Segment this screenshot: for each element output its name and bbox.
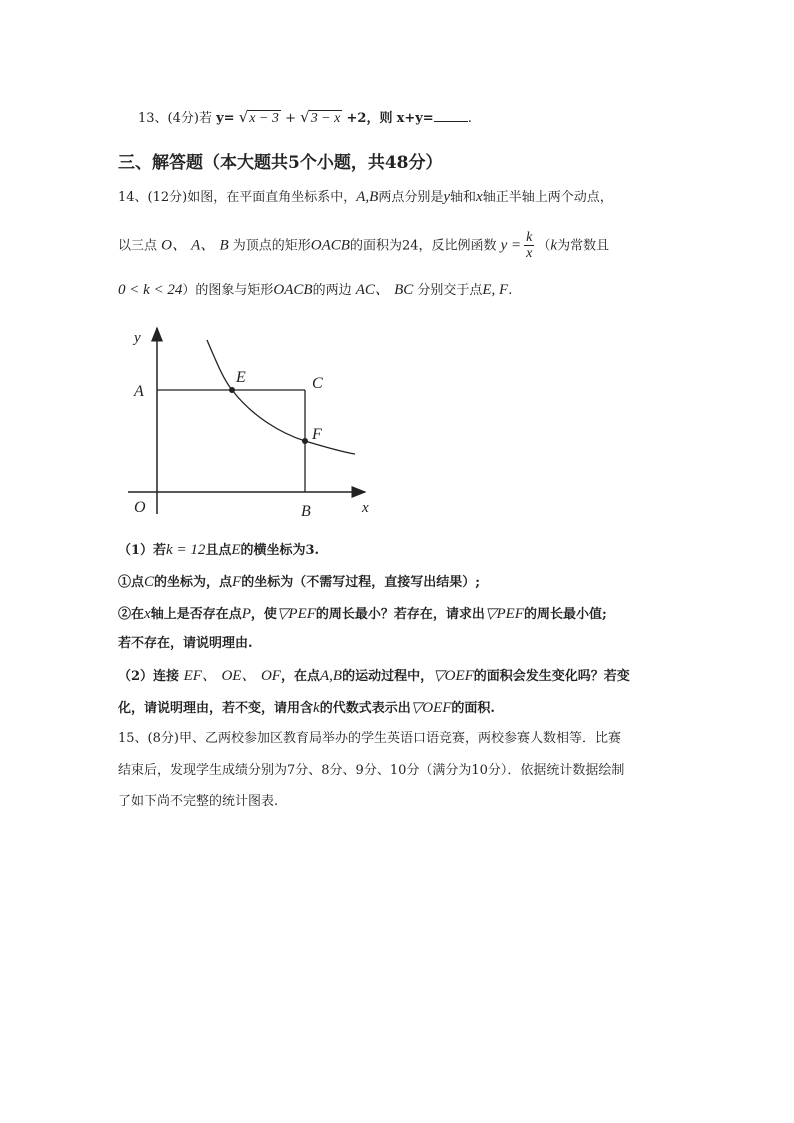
q14-part-2-cont bbox=[118, 699, 495, 717]
q13-radicand-2: 3 − x bbox=[310, 111, 341, 126]
q14-text: ）的图象与矩形 bbox=[182, 283, 274, 298]
q14-text: 的两边 bbox=[312, 283, 352, 298]
q13-plus: + bbox=[285, 111, 296, 126]
q14-sub-2-cont: 若不存在，请说明理由. bbox=[118, 636, 253, 651]
q14-math: k = 12 bbox=[166, 542, 206, 558]
fraction-denominator: x bbox=[526, 246, 533, 262]
q14-math: x bbox=[144, 606, 151, 622]
label-b: B bbox=[301, 503, 311, 520]
q14-math: ▽OEF bbox=[433, 668, 474, 684]
q14-line-3 bbox=[118, 281, 512, 299]
q14-math: y = bbox=[500, 237, 522, 254]
q14-math: A、 bbox=[191, 237, 216, 254]
point-f-marker bbox=[302, 438, 308, 444]
q14-text: 的周长最小？若存在，请求出 bbox=[315, 607, 485, 622]
q14-math: k bbox=[550, 237, 558, 254]
label-c: C bbox=[312, 375, 323, 392]
q14-text: 的面积为24，反比例函数 bbox=[349, 238, 497, 254]
q15-line-2: 结束后，发现学生成绩分别为7分、8分、9分、10分（满分为10分）．依据统计数据绘制 bbox=[118, 763, 625, 778]
q14-text: （2）连接 bbox=[118, 669, 180, 684]
q14-math: ▽PEF bbox=[276, 606, 316, 622]
q13-end: . bbox=[467, 111, 472, 126]
q14-text: 的面积会发生变化吗？若变 bbox=[473, 669, 630, 684]
q14-math: AC、 bbox=[355, 282, 390, 298]
q14-text: 轴上是否存在点 bbox=[150, 607, 242, 622]
q14-text: 化，请说明理由，若不变，请用含 bbox=[118, 701, 314, 716]
label-e: E bbox=[236, 369, 246, 386]
q14-text: 的周长最小值; bbox=[523, 607, 607, 622]
radical-sign-icon: √ bbox=[238, 108, 249, 126]
q14-text: 轴正半轴上两个动点， bbox=[482, 190, 613, 205]
q14-math: x bbox=[476, 189, 483, 205]
q14-math: 0 < k < 24 bbox=[118, 282, 183, 298]
q14-math: P bbox=[241, 606, 251, 622]
label-y-axis: y bbox=[134, 330, 141, 346]
section-heading: 三、解答题（本大题共5个小题，共48分） bbox=[118, 153, 443, 173]
q14-text: 的面积. bbox=[451, 701, 495, 716]
coordinate-figure bbox=[120, 318, 380, 528]
q14-text: ，使 bbox=[250, 607, 277, 622]
label-x-axis: x bbox=[362, 500, 369, 516]
q14-math: OACB bbox=[273, 282, 313, 298]
q14-math: y bbox=[443, 189, 450, 205]
q14-math: ▽PEF bbox=[484, 606, 524, 622]
q14-line-1 bbox=[118, 188, 613, 206]
q14-part-1 bbox=[118, 541, 319, 559]
q14-math: E bbox=[231, 542, 241, 558]
q14-math: A,B bbox=[319, 668, 343, 684]
q14-text: （1）若 bbox=[118, 543, 167, 558]
q14-text: 的坐标为（不需写过程，直接写出结果）; bbox=[241, 575, 481, 590]
label-f: F bbox=[312, 426, 322, 443]
q13-ask: x+y= bbox=[396, 111, 434, 126]
q14-math: k bbox=[313, 700, 320, 716]
q14-text: 的坐标为，点 bbox=[154, 575, 233, 590]
q14-text: （ bbox=[537, 238, 551, 254]
fraction-numerator: k bbox=[526, 230, 533, 245]
q14-text: 分别交于点 bbox=[417, 283, 483, 298]
q14-text: 轴和 bbox=[450, 190, 477, 205]
radical-sign-icon: √ bbox=[300, 108, 310, 126]
point-e-marker bbox=[229, 387, 235, 393]
q14-text: 14、(12分)如图，在平面直角坐标系中， bbox=[118, 190, 357, 205]
q13-radicand-1: x − 3 bbox=[249, 111, 279, 126]
q14-text: 的代数式表示出 bbox=[319, 701, 411, 716]
q14-math: F bbox=[232, 574, 242, 590]
q14-sub-1 bbox=[118, 573, 480, 591]
q13-number: 13、(4分)若 bbox=[138, 111, 212, 126]
q14-math: ▽OEF bbox=[410, 700, 452, 716]
q14-math: E, F bbox=[482, 282, 509, 298]
q14-text: ①点 bbox=[118, 575, 145, 590]
q14-text: 以三点 bbox=[118, 238, 158, 254]
question-13 bbox=[138, 108, 472, 128]
q14-math: B bbox=[219, 237, 229, 254]
q14-text: 且点 bbox=[205, 543, 232, 558]
q14-math: O、 bbox=[161, 237, 187, 254]
q13-y-eq: y= bbox=[216, 111, 235, 126]
q15-line-3: 了如下尚不完整的统计图表. bbox=[118, 794, 279, 809]
q14-text: 为常数且 bbox=[557, 238, 610, 254]
q14-part-2 bbox=[118, 667, 630, 685]
q14-text: 的横坐标为3. bbox=[240, 543, 320, 558]
q13-tail: +2，则 bbox=[346, 111, 393, 126]
answer-blank bbox=[434, 109, 468, 122]
q14-text: 的运动过程中， bbox=[342, 669, 434, 684]
q14-sub-2 bbox=[118, 605, 607, 623]
label-o: O bbox=[134, 499, 146, 516]
q14-text: 为顶点的矩形 bbox=[232, 238, 311, 254]
q14-text: ，在点 bbox=[280, 669, 320, 684]
q14-math: OACB bbox=[310, 237, 350, 254]
q14-text: . bbox=[508, 283, 513, 298]
q14-math: C bbox=[144, 574, 155, 590]
q14-math: A,B bbox=[356, 189, 379, 205]
q14-text: 两点分别是 bbox=[378, 190, 444, 205]
hyperbola-curve bbox=[207, 340, 355, 454]
q14-line-2 bbox=[118, 230, 609, 262]
label-a: A bbox=[134, 383, 144, 400]
q14-math: EF、 bbox=[183, 668, 217, 684]
q15-line-1: 15、(8分)甲、乙两校参加区教育局举办的学生英语口语竞赛，两校参赛人数相等．比赛 bbox=[118, 731, 621, 746]
fraction-k-over-x bbox=[524, 230, 534, 262]
q14-text: ②在 bbox=[118, 607, 145, 622]
q14-math: BC bbox=[394, 282, 414, 298]
q14-math: OF bbox=[260, 668, 281, 684]
q14-math: OE、 bbox=[221, 668, 257, 684]
